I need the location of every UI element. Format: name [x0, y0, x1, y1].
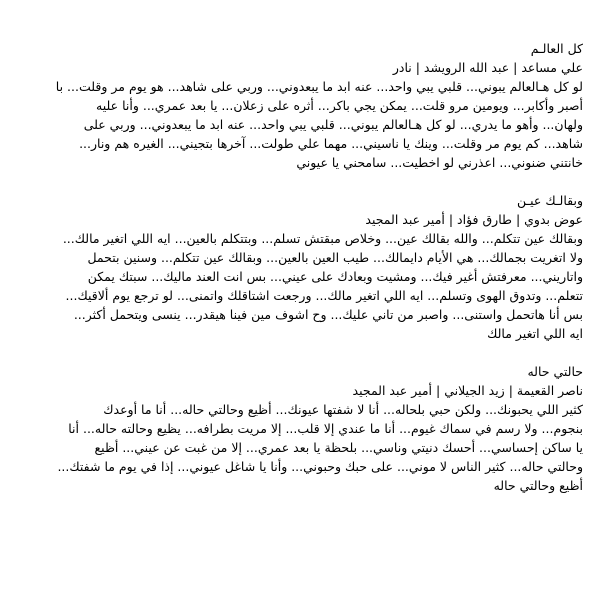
lyric-line: وحالتي حاله... كثير الناس لا موني... على حبك وحبوني... وأنا يا شاغل عيوني... إذا في يوم ما شفتك... [57, 459, 583, 474]
lyric-line: أصبر وأكابر... ويومين مرو قلت... يمكن يجي باكر... أثره على زعلان... يا بعد عمري... وأنا عليه [96, 98, 583, 113]
song-title: حالتي حاله [527, 364, 583, 379]
song-credits: ناصر القعيمة | زيد الجيلاني | أمير عبد المجيد [352, 383, 583, 398]
lyric-line: خانتني ضنوني... اعذرني لو اخطيت... سامحني يا عيوني [296, 155, 583, 170]
lyric-line: تتعلم... وتدوق الهوى وتسلم... ايه اللي اتغير مالك... ورجعت اشتاقلك واتمنى... لو ترجع يوم ألاقيك... [65, 288, 583, 303]
lyric-line: بس أنا هاتحمل واستنى... واصبر من تاني عليك... وح اشوف مين فينا هيقدر... ينسى ويتحمل أكثر... [73, 307, 583, 322]
song-credits: عوض بدوي | طارق فؤاد | أمير عبد المجيد [365, 212, 583, 227]
lyric-line: وبقالك عين تتكلم... والله بقالك عين... وخلاص مبقتش تسلم... وبتتكلم بالعين... ايه اللي اتغير مالك... [62, 231, 583, 246]
lyric-line: كثير اللي يحبونك... ولكن حبي بلحاله... أنا لا شفتها عيونك... أظيع وحالتي حاله... أنا ما أوعدك [103, 402, 583, 417]
lyric-line: بنجوم... ولا رسم في سماك غيوم... أنا ما عندي إلا قلب... إلا مريت بطرافه... يظيع وحالته حاله... أنا [68, 421, 583, 436]
song-title: كل العالـم [530, 41, 583, 56]
lyric-line: ولا اتغريت بجمالك... هي الأيام دايمالك... طيب العين بالعين... وبقالك عين تتكلم... وسنين بتحمل [87, 250, 583, 265]
song-title: وبقالـك عيـن [516, 193, 583, 208]
song-halti-hala [10, 362, 583, 495]
lyric-line: لو كل هـالعالم يبوني... قلبي يبي واحد... عنه ابد ما يبعدوني... وربي على شاهد... هو يوم مر وقلت... با [55, 79, 583, 94]
lyric-line: يا ساكن إحساسي... أحسك دنيتي وناسي... بلحظة يا بعد عمري... إلا من غبت عن عيني... أظيع [94, 440, 583, 455]
lyric-line: أظيع وحالتي حاله [493, 478, 583, 493]
song-credits: علي مساعد | عبد الله الرويشد | نادر [392, 60, 583, 75]
lyric-line: شاهد... كم يوم مر وقلت... وينك يا ناسيني... مهما علي طولت... آخرها بتجيني... الغيره هم ونار... [79, 136, 583, 151]
lyric-line: واتاريني... معرفتش أغير فيك... ومشيت وبعادك على عيني... بس انت العند ماليك... سبتك يمكن [87, 269, 583, 284]
song-kull-alalam [10, 39, 583, 172]
lyric-line: ايه اللي اتغير مالك [487, 326, 583, 341]
lyric-line: ولهان... وأهو ما يدري... لو كل هـالعالم يبوني... قلبي يبي واحد... عنه ابد ما يبعدوني... وربي على [83, 117, 583, 132]
song-wbaqalak-ein [10, 191, 583, 343]
